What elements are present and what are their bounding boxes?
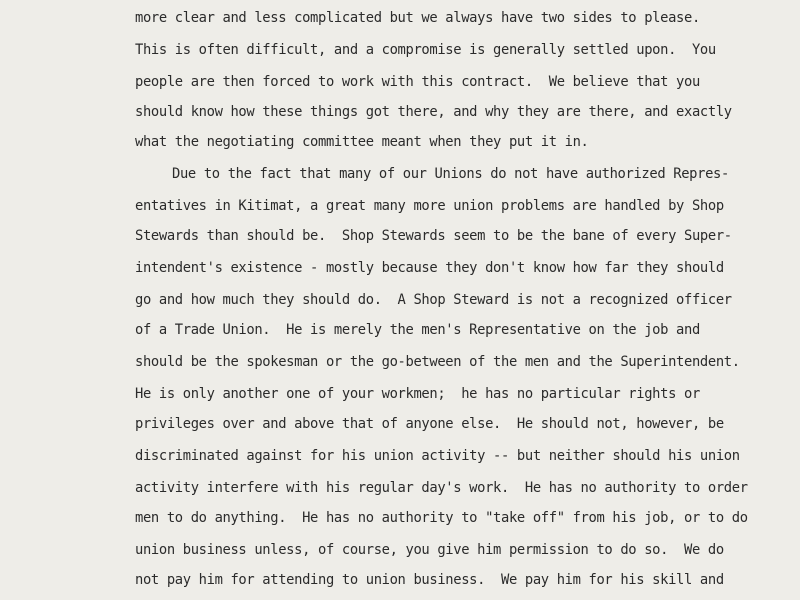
text-line: not pay him for attending to union business. We pay him for his skill and (135, 572, 724, 588)
text-line: Stewards than should be. Shop Stewards seem to be the bane of every Super- (135, 228, 732, 244)
paragraph-first-line: Due to the fact that many of our Unions do not have authorized Repres- (172, 166, 729, 182)
text-line: of a Trade Union. He is merely the men's Representative on the job and (135, 322, 700, 338)
text-line: should be the spokesman or the go-between of the men and the Superintendent. (135, 354, 740, 370)
text-line: He is only another one of your workmen; he has no particular rights or (135, 386, 700, 402)
text-line: go and how much they should do. A Shop Steward is not a recognized officer (135, 292, 732, 308)
text-line: union business unless, of course, you give him permission to do so. We do (135, 542, 724, 558)
text-line: people are then forced to work with this contract. We believe that you (135, 74, 700, 90)
text-line: intendent's existence - mostly because they don't know how far they should (135, 260, 724, 276)
text-line: what the negotiating committee meant when they put it in. (135, 134, 589, 150)
text-line: should know how these things got there, and why they are there, and exactly (135, 104, 732, 120)
text-line: This is often difficult, and a compromise is generally settled upon. You (135, 42, 716, 58)
text-line: more clear and less complicated but we always have two sides to please. (135, 10, 700, 26)
text-line: activity interfere with his regular day's work. He has no authority to order (135, 480, 748, 496)
text-line: men to do anything. He has no authority to "take off" from his job, or to do (135, 510, 748, 526)
text-line: privileges over and above that of anyone else. He should not, however, be (135, 416, 724, 432)
text-line: entatives in Kitimat, a great many more union problems are handled by Shop (135, 198, 724, 214)
text-line: discriminated against for his union activity -- but neither should his union (135, 448, 740, 464)
